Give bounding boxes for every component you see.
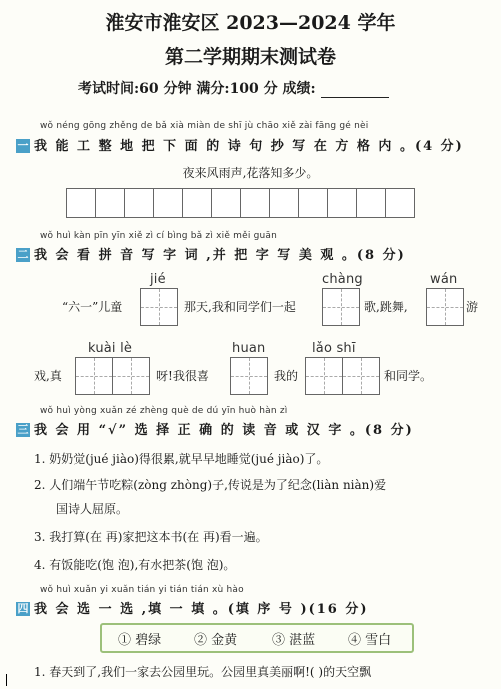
tian-cell-le[interactable] [112,357,150,395]
grid-cell[interactable] [240,188,270,218]
tian-cell-kuai[interactable] [75,357,113,395]
grid-cell[interactable] [124,188,154,218]
section2-pinyin: wǒ huì kàn pīn yīn xiě zì cí bìng bǎ zì xiě měi guān [40,231,278,241]
tian-cell-wan[interactable] [426,288,464,326]
row2-text4: 和同学。 [384,369,433,383]
tian-cell-huan[interactable] [230,357,268,395]
poem-line: 夜来风雨声,花落知多少。 [182,166,319,180]
section3-item2-cont: 国诗人屈原。 [56,502,129,516]
section3-item4: 4. 有饭能吃(饱 泡),有水把茶(饱 泡)。 [34,558,236,572]
pinyin-kuaile: kuài lè [88,341,133,356]
section4-pinyin: wǒ huì xuǎn yi xuǎn tián yi tián tián xù hào [40,585,244,595]
page-title: 淮安市淮安区 2023—2024 学年 [105,12,396,34]
row2-text2: 呀!我很喜 [156,369,209,383]
section3-item3: 3. 我打算(在 再)家把这本书(在 再)看一遍。 [34,530,268,544]
text-cursor [6,674,7,686]
section4-number: 四 [17,601,29,615]
grid-cell[interactable] [153,188,183,218]
row2-text3: 我的 [274,369,299,383]
pinyin-chang: chàng [322,272,363,287]
section1-pinyin: wǒ néng gōng zhěng de bǎ xià miàn de shī jù chāo xiě zài fāng gé nèi [40,121,369,131]
section4-item1: 1. 春天到了,我们一家去公园里玩。公园里真美丽啊!( )的天空飘 [34,665,372,679]
grid-cell[interactable] [269,188,299,218]
row1-text2: 那天,我和同学们一起 [184,300,296,314]
section3-pinyin: wǒ huì yòng xuǎn zé zhèng què de dú yīn huò hàn zì [40,406,288,416]
option-2: ② 金黄 [194,633,238,648]
option-4: ④ 雪白 [348,633,392,648]
row1-text1: “六一”儿童 [62,300,123,314]
row1-text4: 游 [466,300,479,314]
section1-title: 我 能 工 整 地 把 下 面 的 诗 句 抄 写 在 方 格 内 。(4 分) [34,139,464,154]
section4-title: 我 会 选 一 选 ,填 一 填 。(填 序 号 )(16 分) [34,602,369,617]
grid-cell[interactable] [298,188,328,218]
section3-item1: 1. 奶奶觉(jué jiào)得很累,就早早地睡觉(jué jiào)了。 [34,452,329,466]
grid-cell[interactable] [95,188,125,218]
section3-item2: 2. 人们端午节吃粽(zòng zhòng)子,传说是为了纪念(liàn niàn)爱 [34,478,387,492]
tian-cell-lao[interactable] [305,357,343,395]
row2-text1: 戏,真 [34,369,62,383]
section4-heading [16,598,369,617]
exam-info [78,78,389,98]
score-blank[interactable] [321,84,389,98]
section2-heading [16,244,406,263]
tian-cell-chang[interactable] [322,288,360,326]
grid-cell[interactable] [66,188,96,218]
section2-number: 二 [17,247,29,261]
grid-cell[interactable] [356,188,386,218]
section3-title: 我 会 用 “√” 选 择 正 确 的 读 音 或 汉 字 。(8 分) [34,423,414,438]
tian-cell-shi[interactable] [342,357,380,395]
pinyin-jie: jié [150,272,166,287]
grid-cell[interactable] [385,188,415,218]
section3-heading [16,419,414,438]
option-3: ③ 湛蓝 [272,633,316,648]
pinyin-laoshi: lǎo shī [312,341,356,356]
grid-cell[interactable] [182,188,212,218]
pinyin-huan: huan [232,341,266,356]
pinyin-wan: wán [430,272,458,287]
section1-heading [16,135,464,154]
exam-info-text: 考试时间:60 分钟 满分:100 分 成绩: [78,81,316,97]
option-1: ① 碧绿 [118,633,162,648]
section1-number: 一 [17,138,29,152]
section3-number: 三 [17,422,29,436]
row1-text3: 歌,跳舞, [364,300,408,314]
options-box [100,623,414,653]
page-subtitle: 第二学期期末测试卷 [164,46,336,68]
grid-cell[interactable] [211,188,241,218]
grid-cell[interactable] [327,188,357,218]
section2-title: 我 会 看 拼 音 写 字 词 ,并 把 字 写 美 观 。(8 分) [34,248,406,263]
tian-cell-jie[interactable] [140,288,178,326]
